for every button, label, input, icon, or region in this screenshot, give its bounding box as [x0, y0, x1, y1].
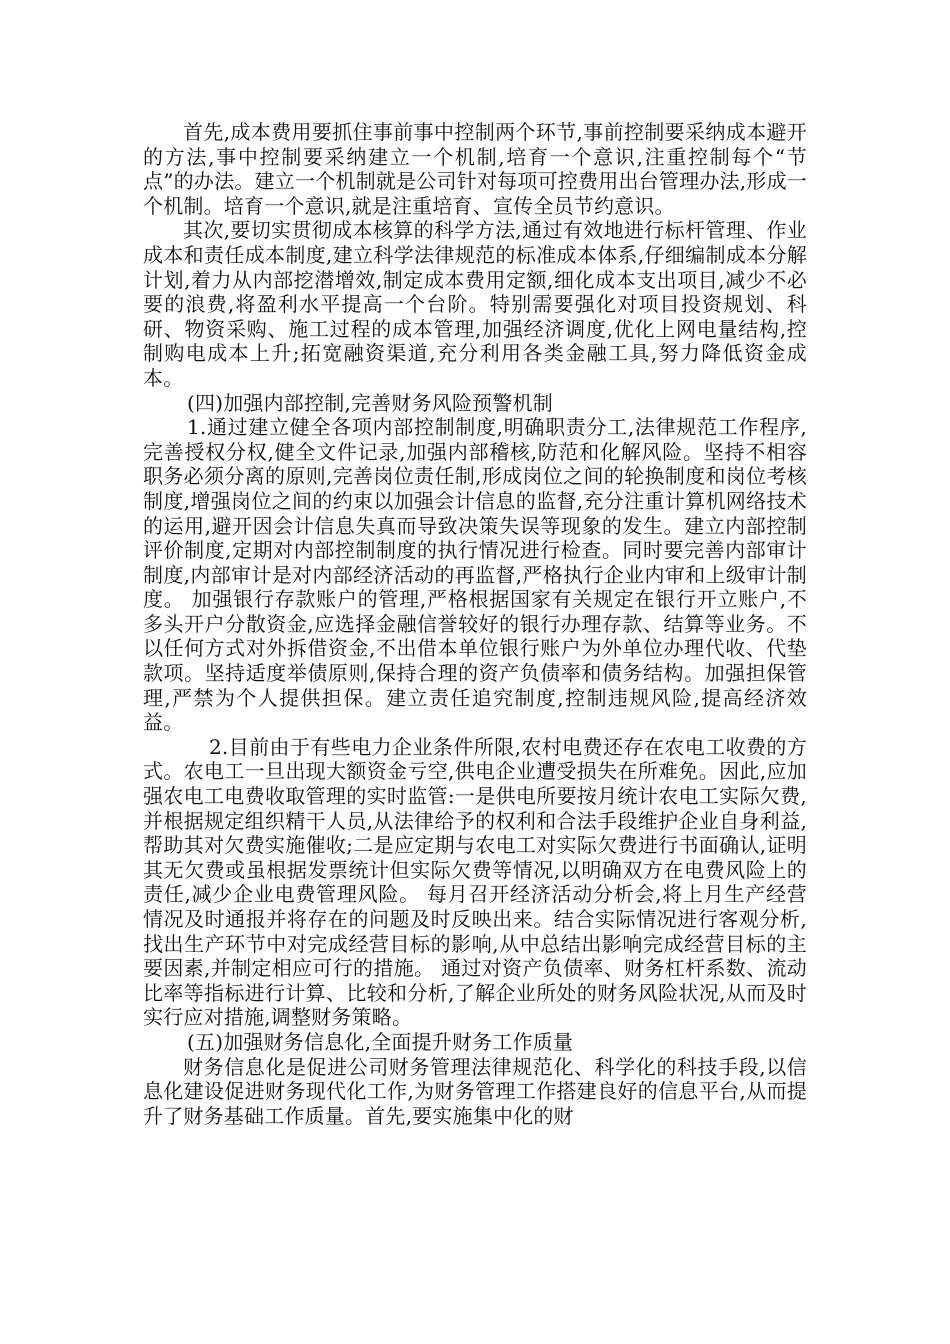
document-body — [143, 120, 807, 1128]
paragraph-internal-control-1: 1.通过建立健全各项内部控制制度,明确职责分工,法律规范工作程序,完善授权分权,健全文件记录,加强内部稽核,防范和化解风险。坚持不相容职务必须分离的原则,完善岗位责任制,形成岗位之间的轮换制度和岗位考核制度,增强岗位之间的约束以加强会计信息的监督,充分注重计算机网络技术的运用,避开因会计信息失真而导致决策失误等现象的发生。建立内部控制评价制度,定期对内部控制制度的执行情况进行检查。同时要完善内部审计制度,内部审计是对内部经济活动的再监督,严格执行企业内审和上级审计制度。 加强银行存款账户的管理,严格根据国家有关规定在银行开立账户,不多头开户分散资金,应选择金融信誉较好的银行办理存款、结算等业务。不以任何方式对外拆借资金,不出借本单位银行账户为外单位办理代收、代垫款项。坚持适度举债原则,保持合理的资产负债率和债务结构。加强担保管理,严禁为个人提供担保。建立责任追究制度,控制违规风险,提高经济效益。 — [143, 415, 807, 735]
paragraph-informatization: 财务信息化是促进公司财务管理法律规范化、科学化的科技手段,以信息化建设促进财务现代化工作,为财务管理工作搭建良好的信息平台,从而提升了财务基础工作质量。首先,要实施集中化的财 — [143, 1054, 807, 1128]
paragraph-cost-control: 首先,成本费用要抓住事前事中控制两个环节,事前控制要采纳成本避开的方法,事中控制要采纳建立一个机制,培育一个意识,注重控制每个“节点”的办法。建立一个机制就是公司针对每项可控费用出台管理办法,形成一个机制。培育一个意识,就是注重培育、宣传全员节约意识。 — [143, 120, 807, 218]
paragraph-internal-control-2: 2.目前由于有些电力企业条件所限,农村电费还存在农电工收费的方式。农电工一旦出现大额资金亏空,供电企业遭受损失在所难免。因此,应加强农电工电费收取管理的实时监管:一是供电所要按月统计农电工实际欠费,并根据规定组织精干人员,从法律给予的权利和合法手段维护企业自身利益,帮助其对欠费实施催收;二是应定期与农电工对实际欠费进行书面确认,证明其无欠费或虽根据发票统计但实际欠费等情况,以明确双方在电费风险上的责任,减少企业电费管理风险。 每月召开经济活动分析会,将上月生产经营情况及时通报并将存在的问题及时反映出来。结合实际情况进行客观分析,找出生产环节中对完成经营目标的影响,从中总结出影响完成经营目标的主要因素,并制定相应可行的措施。 通过对资产负债率、财务杠杆系数、流动比率等指标进行计算、比较和分析,了解企业所处的财务风险状况,从而及时实行应对措施,调整财务策略。 — [143, 734, 807, 1030]
section-heading-internal-control: (四)加强内部控制,完善财务风险预警机制 — [187, 390, 553, 415]
paragraph-cost-accounting: 其次,要切实贯彻成本核算的科学方法,通过有效地进行标杆管理、作业成本和责任成本制度,建立科学法律规范的标准成本体系,仔细编制成本分解计划,着力从内部挖潜增效,制定成本费用定额,细化成本支出项目,减少不必要的浪费,将盈利水平提高一个台阶。特别需要强化对项目投资规划、科研、物资采购、施工过程的成本管理,加强经济调度,优化上网电量结构,控制购电成本上升;拓宽融资渠道,充分利用各类金融工具,努力降低资金成本。 — [143, 218, 807, 390]
section-heading-informatization: (五)加强财务信息化,全面提升财务工作质量 — [187, 1029, 574, 1054]
